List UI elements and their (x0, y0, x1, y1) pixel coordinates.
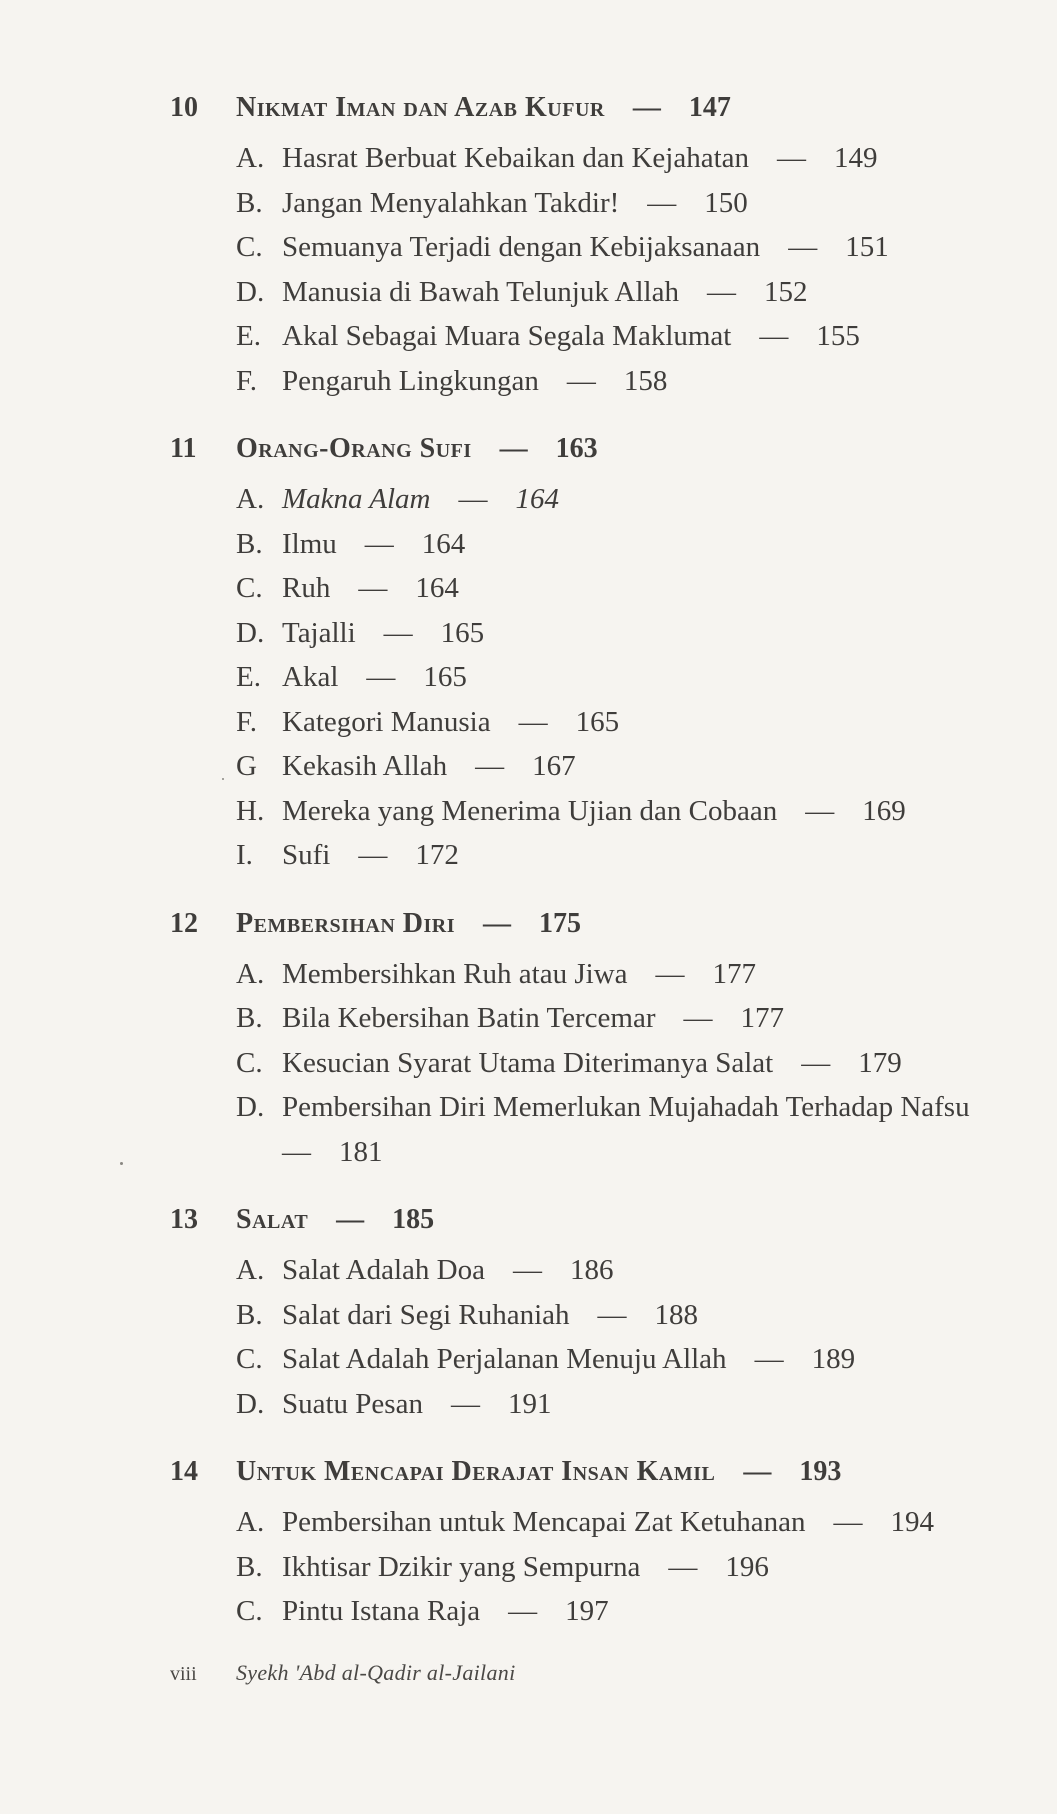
section-title: Akal (282, 661, 339, 693)
paper-speck (120, 1162, 123, 1165)
section-letter: B. (236, 186, 263, 219)
section-entry[interactable] (236, 833, 1057, 878)
section-title: Pintu Istana Raja (282, 1595, 481, 1627)
chapter-10 (0, 92, 1057, 403)
section-dash: — (759, 320, 789, 352)
chapter-number: 14 (170, 1456, 198, 1487)
section-page: 152 (763, 275, 808, 308)
chapter-title: Orang-Orang Sufi (236, 433, 472, 464)
section-dash: — (668, 1550, 698, 1583)
section-title: Salat dari Segi Ruhaniah (282, 1298, 570, 1331)
section-title: Ruh (282, 572, 331, 604)
chapter-dash: — (499, 433, 528, 464)
section-entry[interactable] (236, 225, 1057, 270)
chapter-page: 185 (392, 1204, 435, 1235)
section-dash: — (366, 661, 396, 693)
section-entry[interactable] (236, 1085, 1057, 1130)
section-letter: F. (236, 364, 258, 397)
section-page: 196 (725, 1550, 769, 1583)
page-footer (170, 1660, 515, 1686)
section-entry-continuation (236, 1130, 1057, 1175)
section-dash: — (458, 483, 488, 515)
footer-page-number: viii (170, 1663, 197, 1685)
section-page: 194 (890, 1506, 934, 1538)
section-entry[interactable] (236, 789, 1057, 834)
section-letter: I. (236, 839, 253, 871)
section-title: Kategori Manusia (282, 705, 491, 738)
section-page: 197 (565, 1595, 609, 1627)
section-title: Pembersihan Diri Memerlukan Mujahadah Terhadap Nafsu (282, 1091, 970, 1123)
section-entry[interactable] (236, 744, 1057, 789)
section-letter: H. (236, 794, 265, 827)
section-dash: — (358, 839, 388, 871)
section-title: Jangan Menyalahkan Takdir! (282, 186, 620, 219)
section-title: Kekasih Allah (282, 750, 448, 782)
chapter-heading[interactable] (0, 908, 1057, 952)
chapter-heading[interactable] (0, 433, 1057, 477)
chapter-title: Untuk Mencapai Derajat Insan Kamil (236, 1456, 716, 1487)
section-letter: D. (236, 275, 265, 308)
section-page: 179 (858, 1046, 902, 1079)
section-page: 165 (423, 661, 467, 693)
chapter-dash: — (336, 1204, 365, 1235)
section-title: Semuanya Terjadi dengan Kebijaksanaan (282, 231, 761, 263)
section-page: 172 (415, 839, 459, 871)
section-dash: — (358, 572, 388, 604)
section-dash: — (754, 1343, 784, 1375)
section-dash: — (805, 794, 835, 827)
section-letter: A. (236, 142, 265, 174)
chapter-heading[interactable] (0, 92, 1057, 136)
section-title: Makna Alam (282, 483, 431, 515)
section-dash: — (683, 1002, 713, 1034)
section-entry[interactable] (236, 477, 1057, 522)
section-title: Ilmu (282, 527, 337, 560)
section-page: 155 (816, 320, 860, 352)
section-entry[interactable] (236, 359, 1057, 404)
section-title: Sufi (282, 839, 331, 871)
section-page: 149 (834, 142, 878, 174)
section-dash: — (647, 186, 677, 219)
section-page: 164 (515, 483, 559, 515)
section-title: Salat Adalah Perjalanan Menuju Allah (282, 1343, 727, 1375)
section-page: 164 (415, 572, 459, 604)
chapter-heading[interactable] (0, 1204, 1057, 1248)
section-page: 181 (339, 1135, 383, 1168)
section-letter: D. (236, 1387, 265, 1420)
section-letter: E. (236, 661, 261, 693)
section-dash: — (508, 1595, 538, 1627)
section-letter: A. (236, 483, 265, 515)
chapter-11 (0, 433, 1057, 878)
section-entry[interactable] (236, 314, 1057, 359)
section-page: 165 (440, 616, 485, 649)
chapter-title: Pembersihan Diri (236, 907, 456, 939)
chapter-page: 147 (688, 92, 731, 123)
section-page: 158 (623, 364, 668, 397)
section-letter: B. (236, 1550, 263, 1583)
section-dash: — (475, 750, 505, 782)
section-page: 177 (712, 957, 757, 990)
section-page: 188 (654, 1298, 699, 1331)
section-entry[interactable] (236, 1382, 1057, 1427)
section-entry[interactable] (236, 1248, 1057, 1293)
section-entry[interactable] (236, 136, 1057, 181)
section-title: Tajalli (282, 616, 356, 649)
section-entry[interactable] (236, 181, 1057, 226)
chapter-13 (0, 1204, 1057, 1426)
section-entry[interactable] (236, 1041, 1057, 1086)
chapter-number: 10 (170, 92, 198, 123)
section-entry[interactable] (236, 700, 1057, 745)
section-letter: D. (236, 1091, 265, 1123)
chapter-dash: — (743, 1456, 772, 1487)
section-entry[interactable] (236, 952, 1057, 997)
section-letter: C. (236, 1595, 263, 1627)
paper-speck (222, 778, 224, 780)
section-dash: — (655, 957, 685, 990)
section-dash: — (597, 1298, 627, 1331)
section-dash: — (383, 616, 413, 649)
section-entry[interactable] (236, 655, 1057, 700)
section-letter: B. (236, 1002, 263, 1034)
chapter-title: Nikmat Iman dan Azab Kufur (236, 92, 605, 123)
chapter-dash: — (632, 92, 661, 123)
section-entry[interactable] (236, 611, 1057, 656)
chapter-number: 11 (170, 433, 197, 464)
section-page: 167 (532, 750, 576, 782)
section-title: Pembersihan untuk Mencapai Zat Ketuhanan (282, 1506, 806, 1538)
chapter-dash: — (483, 907, 512, 939)
section-letter: C. (236, 572, 263, 604)
section-title: Ikhtisar Dzikir yang Sempurna (282, 1550, 641, 1583)
chapter-page: 175 (539, 907, 582, 939)
section-title: Salat Adalah Doa (282, 1254, 485, 1286)
section-page: 177 (740, 1002, 784, 1034)
section-title: Membersihkan Ruh atau Jiwa (282, 957, 628, 990)
chapter-number: 13 (170, 1204, 198, 1235)
section-entry[interactable] (236, 1337, 1057, 1382)
section-letter: C. (236, 1343, 263, 1375)
section-letter: D. (236, 616, 265, 649)
section-letter: A. (236, 1506, 265, 1538)
section-entry[interactable] (236, 1545, 1057, 1590)
section-dash: — (788, 231, 818, 263)
chapter-title: Salat (236, 1204, 309, 1235)
section-entry[interactable] (236, 522, 1057, 567)
section-entry[interactable] (236, 270, 1057, 315)
section-dash: — (833, 1506, 863, 1538)
section-letter: C. (236, 231, 263, 263)
section-dash: — (450, 1387, 480, 1420)
section-letter: B. (236, 1298, 263, 1331)
footer-book-author: Syekh 'Abd al-Qadir al-Jailani (236, 1660, 516, 1685)
section-dash: — (777, 142, 807, 174)
section-page: 165 (575, 705, 620, 738)
section-page: 169 (862, 794, 906, 827)
section-letter: E. (236, 320, 261, 352)
section-entry[interactable] (236, 566, 1057, 611)
chapter-page: 193 (799, 1456, 842, 1487)
section-letter: B. (236, 527, 263, 560)
section-dash: — (518, 705, 548, 738)
section-entry[interactable] (236, 1500, 1057, 1545)
section-page: 189 (811, 1343, 856, 1375)
section-page: 186 (569, 1254, 614, 1286)
chapter-heading[interactable] (0, 1456, 1057, 1500)
section-dash: — (801, 1046, 831, 1079)
section-page: 151 (845, 231, 889, 263)
chapter-14 (0, 1456, 1057, 1634)
section-letter: G (236, 750, 257, 782)
section-letter: F. (236, 705, 258, 738)
section-letter: A. (236, 957, 265, 990)
table-of-contents (0, 92, 1057, 1664)
section-title: Akal Sebagai Muara Segala Maklumat (282, 320, 732, 352)
section-title: Pengaruh Lingkungan (282, 364, 539, 397)
section-title: Mereka yang Menerima Ujian dan Cobaan (282, 794, 778, 827)
section-letter: C. (236, 1046, 263, 1079)
section-dash: — (706, 275, 736, 308)
section-dash: — (566, 364, 596, 397)
chapter-12 (0, 908, 1057, 1175)
section-letter: A. (236, 1254, 265, 1286)
section-entry[interactable] (236, 1293, 1057, 1338)
section-page: 150 (704, 186, 748, 219)
section-title: Bila Kebersihan Batin Tercemar (282, 1002, 656, 1034)
section-dash: — (364, 527, 394, 560)
section-entry[interactable] (236, 1589, 1057, 1634)
section-dash: — (512, 1254, 542, 1286)
section-title: Hasrat Berbuat Kebaikan dan Kejahatan (282, 142, 750, 174)
section-entry[interactable] (236, 996, 1057, 1041)
section-page: 164 (421, 527, 466, 560)
chapter-number: 12 (170, 907, 198, 939)
section-dash: — (282, 1135, 311, 1168)
section-page: 191 (507, 1387, 552, 1420)
chapter-page: 163 (555, 433, 598, 464)
section-title: Manusia di Bawah Telunjuk Allah (282, 275, 679, 308)
section-title: Kesucian Syarat Utama Diterimanya Salat (282, 1046, 774, 1079)
section-title: Suatu Pesan (282, 1387, 423, 1420)
